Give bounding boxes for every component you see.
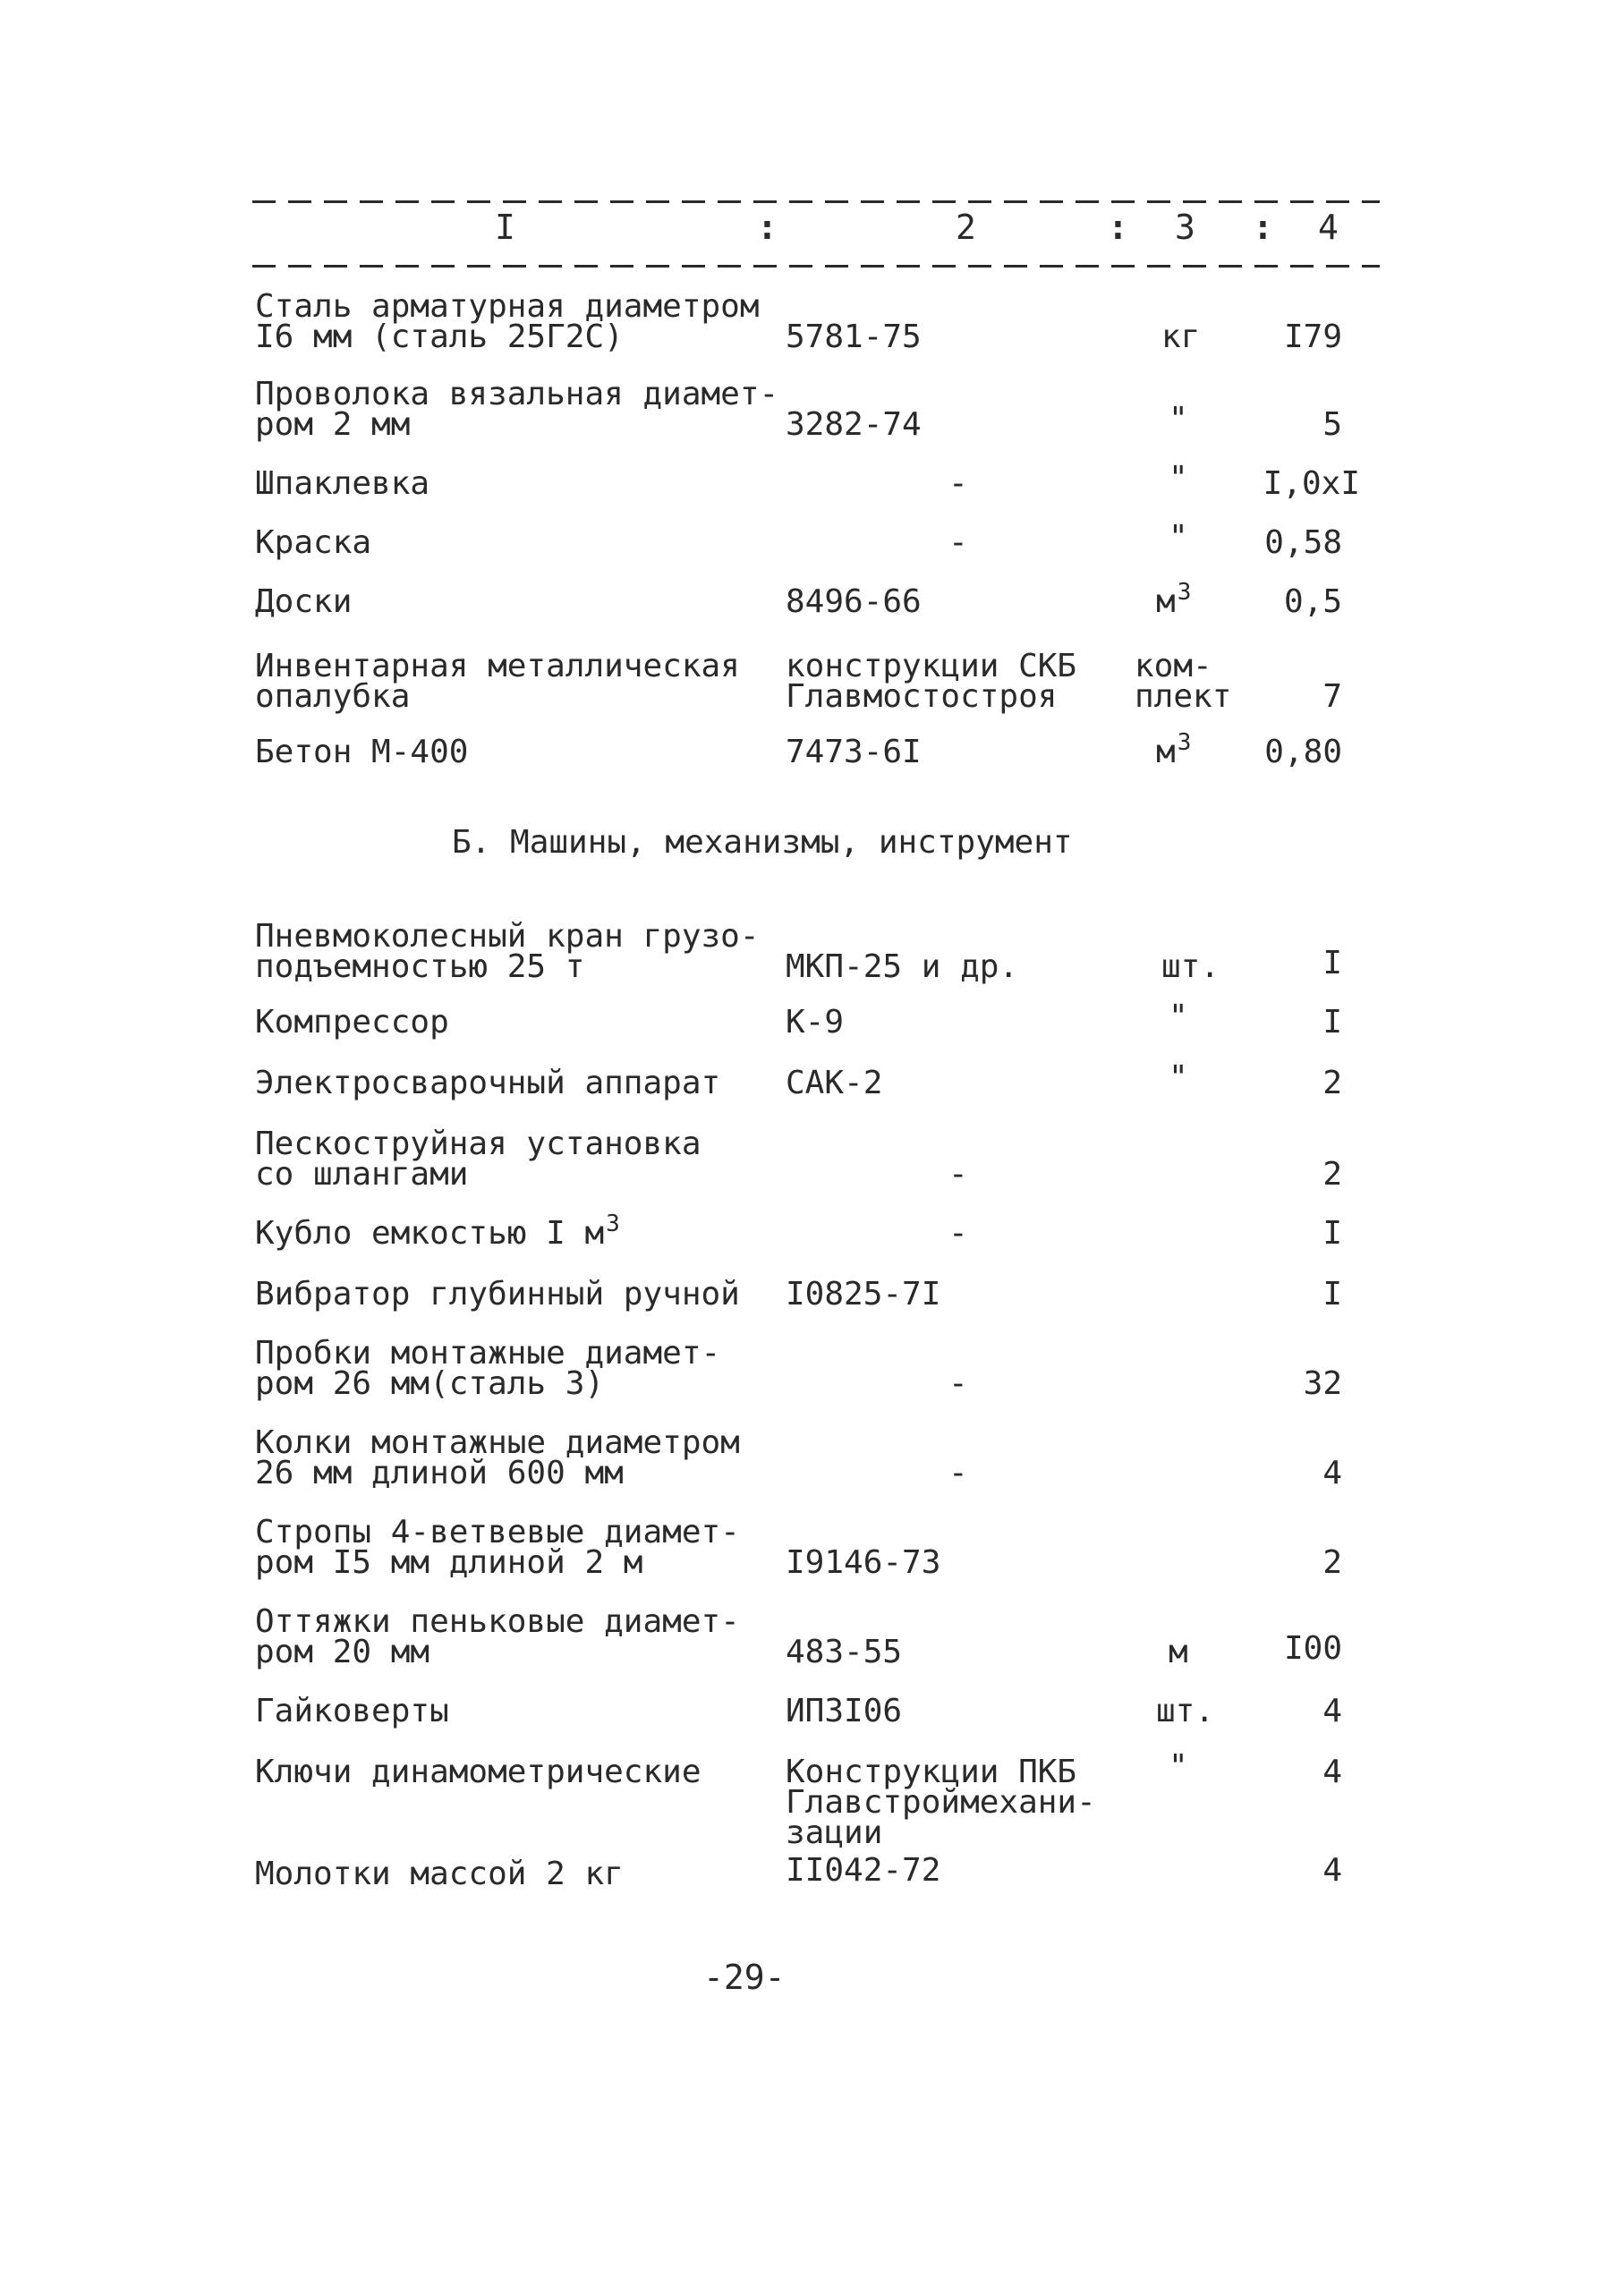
quantity: 5 <box>1322 406 1342 443</box>
quantity: 4 <box>1322 1754 1342 1790</box>
unit: кг <box>1161 319 1201 355</box>
quantity: 0,80 <box>1264 734 1342 770</box>
quantity: 2 <box>1322 1156 1342 1193</box>
column-separator: : <box>1253 208 1273 247</box>
equipment-name: Стропы 4-ветвевые диамет- ром I5 мм длиной 2 м <box>255 1514 740 1581</box>
ditto-mark: " <box>1169 519 1188 556</box>
table-header-rule <box>252 265 1380 268</box>
quantity: 4 <box>1322 1693 1342 1729</box>
column-header-3: 3 <box>1175 208 1195 247</box>
quantity: 2 <box>1322 1065 1342 1101</box>
unit: м <box>1169 1634 1188 1670</box>
standard-code: 7473-6I <box>786 734 922 770</box>
equipment-name: Вибратор глубинный ручной <box>255 1276 740 1313</box>
quantity: I <box>1322 1004 1342 1041</box>
quantity: 4 <box>1322 1852 1342 1889</box>
material-name: Инвентарная металлическая опалубка <box>255 648 740 715</box>
page-number: -29- <box>703 1958 786 1997</box>
column-separator: : <box>757 208 778 247</box>
quantity: 2 <box>1322 1544 1342 1581</box>
column-header-1: I <box>495 208 515 247</box>
unit-superscript: 3 <box>1177 579 1192 606</box>
quantity: I00 <box>1283 1630 1342 1667</box>
model-code: ИП3I06 <box>786 1693 903 1729</box>
material-name: Доски <box>255 583 353 620</box>
column-separator: : <box>1108 208 1128 247</box>
ditto-mark: " <box>1169 460 1188 497</box>
ditto-mark: " <box>1169 401 1188 438</box>
material-name: Бетон М-400 <box>255 734 469 770</box>
model-code: - <box>948 1215 968 1252</box>
model-code: I9146-73 <box>786 1544 941 1581</box>
column-header-4: 4 <box>1318 208 1339 247</box>
standard-code: 5781-75 <box>786 319 922 355</box>
standard-code: - <box>948 524 968 561</box>
section-title: Б. Машины, механизмы, инструмент <box>452 824 1073 861</box>
equipment-name: Электросварочный аппарат <box>255 1065 721 1101</box>
ditto-mark: " <box>1169 1748 1188 1785</box>
standard-code: 8496-66 <box>786 583 922 620</box>
name-superscript: 3 <box>606 1211 620 1237</box>
unit <box>1156 729 1192 770</box>
material-name: Сталь арматурная диаметром I6 мм (сталь 25Г2С) <box>255 288 760 355</box>
ditto-mark: " <box>1169 998 1188 1035</box>
quantity: 7 <box>1322 678 1342 715</box>
quantity: 4 <box>1322 1455 1342 1491</box>
quantity: 0,58 <box>1264 524 1342 561</box>
equipment-name: Колки монтажные диаметром 26 мм длиной 600 мм <box>255 1424 740 1491</box>
ditto-mark: " <box>1169 1059 1188 1096</box>
model-code: К-9 <box>786 1004 845 1041</box>
model-code: МКП-25 и др. <box>786 948 1019 985</box>
model-code: - <box>948 1156 968 1193</box>
equipment-name: Пневмоколесный кран грузо- подъемностью 25 т <box>255 918 760 985</box>
equipment-name <box>255 1211 620 1252</box>
quantity: I79 <box>1283 319 1342 355</box>
equipment-name: Молотки массой 2 кг <box>255 1856 624 1892</box>
equipment-name-text: Кубло емкостью I м <box>255 1215 605 1252</box>
equipment-name: Пескоструйная установка со шлангами <box>255 1126 701 1193</box>
material-name: Краска <box>255 524 372 561</box>
quantity: I <box>1322 1276 1342 1313</box>
material-name: Шпаклевка <box>255 465 430 502</box>
standard-code: - <box>948 465 968 502</box>
equipment-name: Гайковерты <box>255 1693 449 1729</box>
table-top-rule <box>252 200 1380 203</box>
model-code: САК-2 <box>786 1065 883 1101</box>
quantity: I <box>1322 945 1342 981</box>
equipment-name: Ключи динамометрические <box>255 1754 701 1790</box>
material-name: Проволока вязальная диамет- ром 2 мм <box>255 376 779 443</box>
unit: шт. <box>1156 1693 1215 1729</box>
unit-superscript: 3 <box>1177 729 1192 756</box>
unit: ком- плект <box>1135 648 1232 715</box>
model-code: 483-55 <box>786 1634 903 1670</box>
unit-text: м <box>1156 583 1176 620</box>
unit <box>1156 579 1192 620</box>
quantity: I <box>1322 1215 1342 1252</box>
quantity: I,0хI <box>1263 465 1360 502</box>
model-code: - <box>948 1455 968 1491</box>
model-code: I0825-7I <box>786 1276 941 1313</box>
quantity: 32 <box>1303 1365 1342 1402</box>
unit-text: м <box>1156 734 1176 770</box>
equipment-name: Оттяжки пеньковые диамет- ром 20 мм <box>255 1603 740 1670</box>
quantity: 0,5 <box>1283 583 1342 620</box>
model-code: - <box>948 1365 968 1402</box>
unit: шт. <box>1161 948 1220 985</box>
equipment-name: Пробки монтажные диамет- ром 26 мм(сталь 3) <box>255 1335 721 1402</box>
column-header-2: 2 <box>956 208 976 247</box>
model-code: Конструкции ПКБ Главстроймехани- зации <box>786 1754 1096 1851</box>
model-code: II042-72 <box>786 1852 941 1889</box>
standard-code: 3282-74 <box>786 406 922 443</box>
standard-code: конструкции СКБ Главмостостроя <box>786 648 1077 715</box>
equipment-name: Компрессор <box>255 1004 449 1041</box>
